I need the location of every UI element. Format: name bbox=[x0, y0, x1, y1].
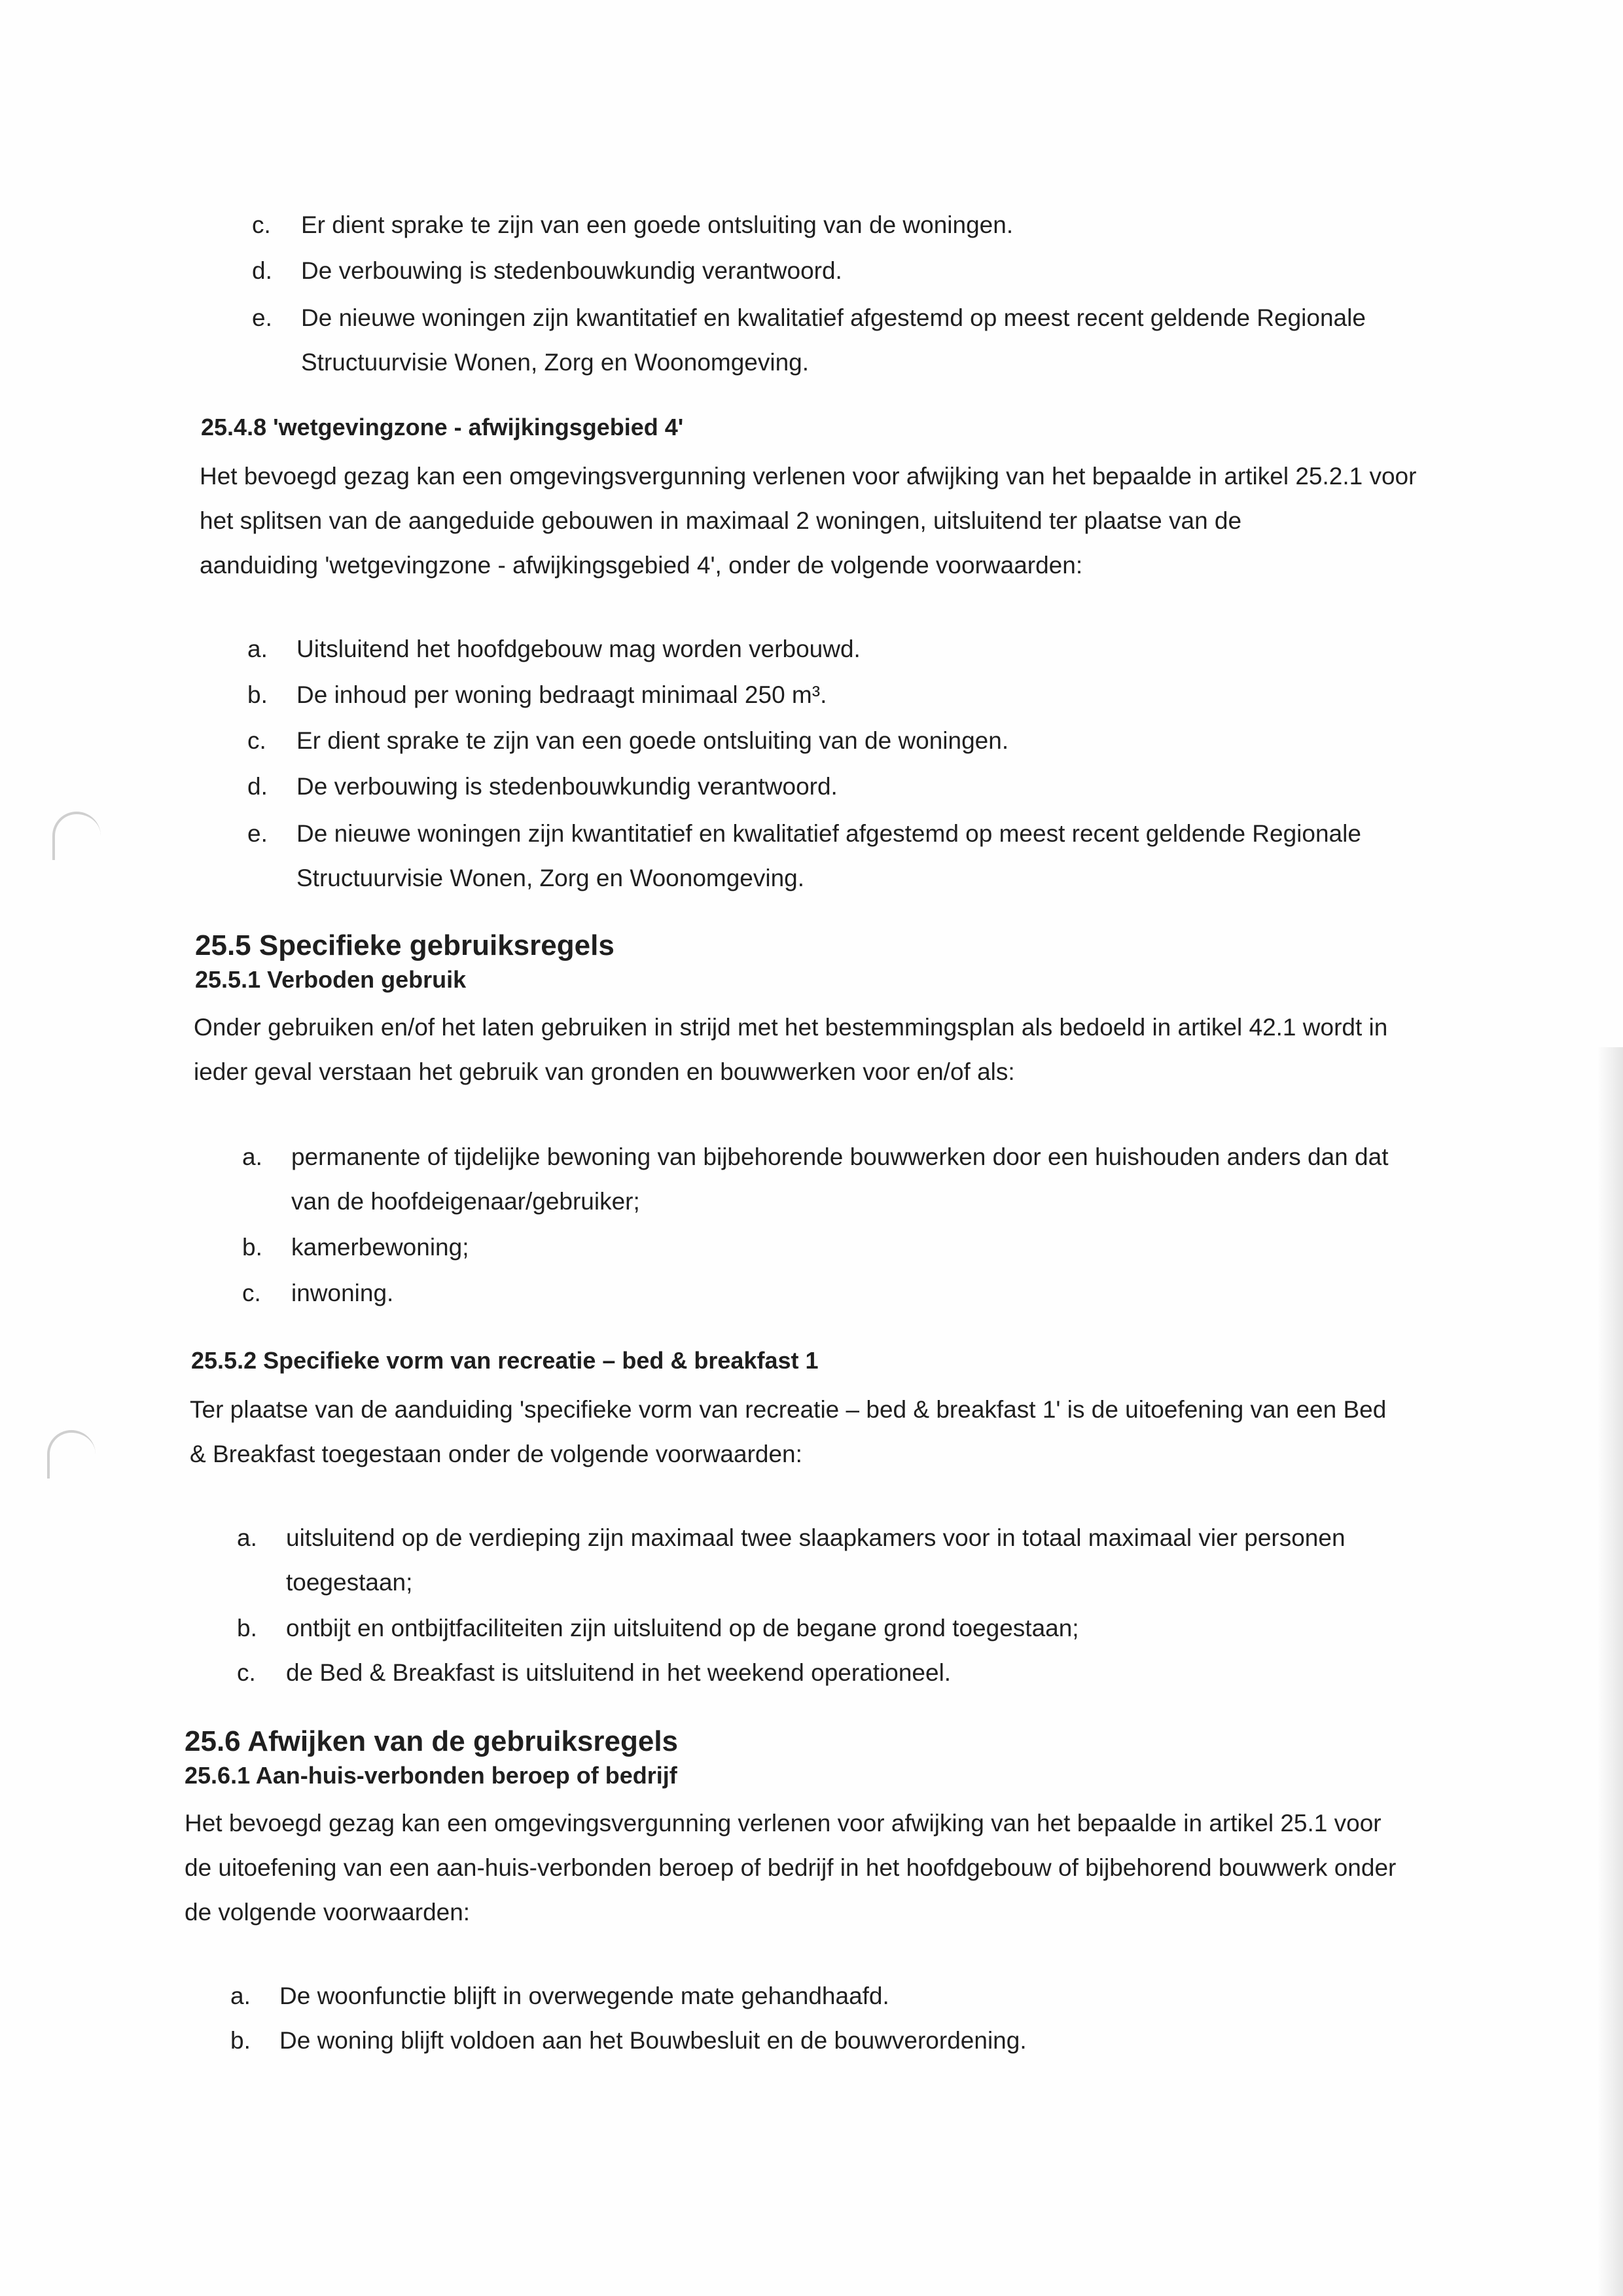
paragraph-line: het splitsen van de aangeduide gebouwen in maximaal 2 woningen, uitsluitend ter plaatse van de bbox=[200, 507, 1242, 534]
section-heading: 25.4.8 'wetgevingzone - afwijkingsgebied 4' bbox=[201, 414, 684, 440]
list-item-text: Uitsluitend het hoofdgebouw mag worden verbouwd. bbox=[296, 636, 861, 662]
list-item-text: permanente of tijdelijke bewoning van bijbehorende bouwwerken door een huishouden anders dan dat bbox=[291, 1143, 1389, 1170]
subsection-heading: 25.5.1 Verboden gebruik bbox=[195, 966, 467, 993]
paragraph-line: & Breakfast toegestaan onder de volgende voorwaarden: bbox=[190, 1441, 802, 1467]
paragraph-line: ieder geval verstaan het gebruik van gronden en bouwwerken voor en/of als: bbox=[194, 1058, 1015, 1085]
list-marker: a. bbox=[247, 636, 268, 662]
list-item-text: De nieuwe woningen zijn kwantitatief en kwalitatief afgestemd op meest recent geldende Regionale bbox=[296, 820, 1361, 847]
page-edge-shadow bbox=[1597, 1047, 1623, 2296]
list-item-text: kamerbewoning; bbox=[291, 1234, 469, 1261]
list-marker: c. bbox=[252, 211, 271, 238]
list-marker: e. bbox=[247, 820, 268, 847]
paragraph-line: de uitoefening van een aan-huis-verbonden beroep of bedrijf in het hoofdgebouw of bijbehorend bouwwerk onder bbox=[185, 1854, 1397, 1881]
list-item-text: toegestaan; bbox=[286, 1569, 413, 1596]
list-item-text: Structuurvisie Wonen, Zorg en Woonomgeving. bbox=[301, 349, 810, 376]
list-item-text: van de hoofdeigenaar/gebruiker; bbox=[291, 1188, 640, 1215]
list-item-text: Er dient sprake te zijn van een goede ontsluiting van de woningen. bbox=[296, 727, 1009, 754]
list-item-text: De woning blijft voldoen aan het Bouwbesluit en de bouwverordening. bbox=[279, 2027, 1027, 2054]
list-item-text: De woonfunctie blijft in overwegende mate gehandhaafd. bbox=[279, 1982, 889, 2009]
paragraph-line: de volgende voorwaarden: bbox=[185, 1899, 471, 1926]
list-marker: b. bbox=[242, 1234, 262, 1261]
list-marker: b. bbox=[237, 1615, 257, 1641]
list-marker: a. bbox=[237, 1524, 257, 1551]
list-item-text: de Bed & Breakfast is uitsluitend in het weekend operationeel. bbox=[286, 1659, 952, 1686]
section-heading: 25.5 Specifieke gebruiksregels bbox=[195, 929, 615, 961]
subsection-heading: 25.5.2 Specifieke vorm van recreatie – bed & breakfast 1 bbox=[191, 1347, 819, 1374]
list-marker: e. bbox=[252, 304, 272, 331]
list-marker: c. bbox=[237, 1659, 256, 1686]
list-marker: a. bbox=[242, 1143, 262, 1170]
list-item-text: De verbouwing is stedenbouwkundig verantwoord. bbox=[296, 773, 838, 800]
list-marker: a. bbox=[230, 1982, 251, 2009]
list-marker: b. bbox=[247, 681, 268, 708]
subsection-heading: 25.6.1 Aan-huis-verbonden beroep of bedrijf bbox=[185, 1762, 677, 1789]
list-marker: c. bbox=[242, 1280, 261, 1306]
list-item-text: ontbijt en ontbijtfaciliteiten zijn uitsluitend op de begane grond toegestaan; bbox=[286, 1615, 1079, 1641]
list-item-text: uitsluitend op de verdieping zijn maximaal twee slaapkamers voor in totaal maximaal vier personen bbox=[286, 1524, 1346, 1551]
list-marker: d. bbox=[252, 257, 272, 284]
paragraph-line: Ter plaatse van de aanduiding 'specifieke vorm van recreatie – bed & breakfast 1' is de uitoefening van een Bed bbox=[190, 1396, 1387, 1423]
section-heading: 25.6 Afwijken van de gebruiksregels bbox=[185, 1725, 679, 1757]
list-marker: c. bbox=[247, 727, 266, 754]
list-item-text: inwoning. bbox=[291, 1280, 394, 1306]
list-item-text: De inhoud per woning bedraagt minimaal 250 m³. bbox=[296, 681, 827, 708]
paragraph-line: aanduiding 'wetgevingzone - afwijkingsgebied 4', onder de volgende voorwaarden: bbox=[200, 552, 1083, 579]
list-item-text: De verbouwing is stedenbouwkundig verantwoord. bbox=[301, 257, 842, 284]
list-item-text: Er dient sprake te zijn van een goede ontsluiting van de woningen. bbox=[301, 211, 1014, 238]
punch-hole-mark bbox=[52, 812, 101, 860]
punch-hole-mark bbox=[47, 1430, 96, 1479]
list-item-text: De nieuwe woningen zijn kwantitatief en kwalitatief afgestemd op meest recent geldende Regionale bbox=[301, 304, 1366, 331]
list-marker: d. bbox=[247, 773, 268, 800]
list-marker: b. bbox=[230, 2027, 251, 2054]
list-item-text: Structuurvisie Wonen, Zorg en Woonomgeving. bbox=[296, 865, 805, 891]
paragraph-line: Onder gebruiken en/of het laten gebruiken in strijd met het bestemmingsplan als bedoeld in artikel 42.1 wordt in bbox=[194, 1014, 1388, 1041]
paragraph-line: Het bevoegd gezag kan een omgevingsvergunning verlenen voor afwijking van het bepaalde in artikel 25.2.1 voor bbox=[200, 463, 1417, 490]
paragraph-line: Het bevoegd gezag kan een omgevingsvergunning verlenen voor afwijking van het bepaalde in artikel 25.1 voor bbox=[185, 1810, 1382, 1837]
